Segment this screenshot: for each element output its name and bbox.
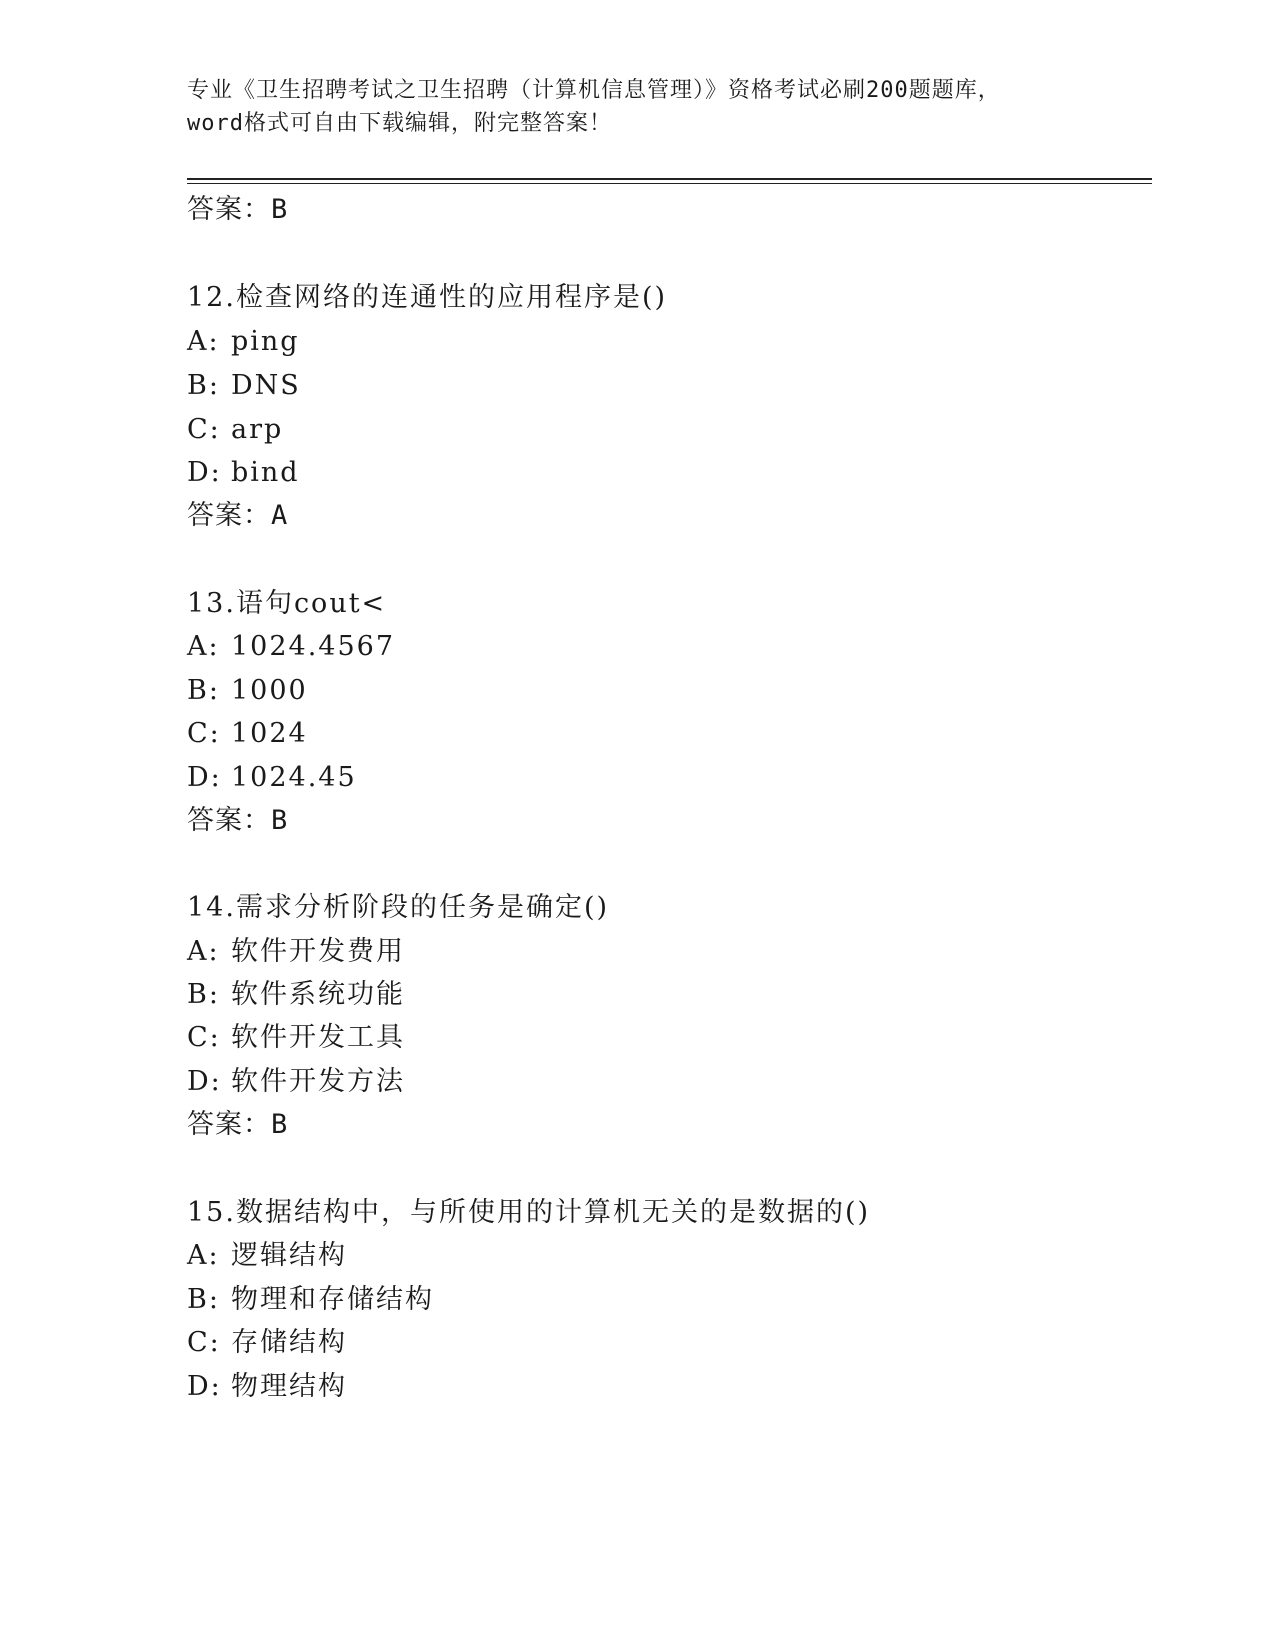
option-label: B: xyxy=(187,1284,220,1315)
document-header xyxy=(187,74,1087,140)
option-b xyxy=(187,674,308,708)
previous-answer: 答案：B xyxy=(187,194,289,225)
option-label: C: xyxy=(187,414,221,445)
option-label: C: xyxy=(187,1327,221,1358)
answer-line: 答案：B xyxy=(187,1109,289,1140)
option-text: 软件开发方法 xyxy=(231,1066,405,1097)
option-text: 1024.4567 xyxy=(231,631,396,662)
header-line-2: word格式可自由下载编辑，附完整答案！ xyxy=(187,111,612,136)
option-label: B: xyxy=(187,370,220,401)
option-label: D: xyxy=(187,1066,222,1097)
option-text: 1024.45 xyxy=(231,762,357,793)
question-stem: 13.语句cout< xyxy=(187,588,387,619)
header-line-1: 专业《卫生招聘考试之卫生招聘（计算机信息管理）》资格考试必刷200题题库， xyxy=(187,78,1001,103)
option-label: B: xyxy=(187,675,220,706)
option-text: DNS xyxy=(231,370,301,401)
option-b xyxy=(187,369,301,403)
option-d xyxy=(187,1065,405,1099)
option-label: C: xyxy=(187,1022,221,1053)
option-label: B: xyxy=(187,979,220,1010)
option-d xyxy=(187,761,357,795)
option-label: D: xyxy=(187,457,222,488)
option-b xyxy=(187,1283,434,1317)
option-text: 软件开发费用 xyxy=(231,936,405,967)
option-text: ping xyxy=(231,326,300,357)
question-stem: 15.数据结构中，与所使用的计算机无关的是数据的() xyxy=(187,1197,871,1228)
option-c xyxy=(187,1021,405,1055)
answer-line: 答案：B xyxy=(187,805,289,836)
option-label: A: xyxy=(187,326,220,357)
option-c xyxy=(187,717,308,751)
option-text: bind xyxy=(231,457,300,488)
option-label: D: xyxy=(187,1371,222,1402)
option-label: A: xyxy=(187,936,220,967)
option-text: 软件开发工具 xyxy=(231,1022,405,1053)
answer-line: 答案：A xyxy=(187,500,289,531)
option-a xyxy=(187,935,405,969)
option-text: 逻辑结构 xyxy=(231,1240,347,1271)
option-label: D: xyxy=(187,762,222,793)
option-text: 1000 xyxy=(231,675,308,706)
header-divider-thick xyxy=(187,178,1152,180)
option-a xyxy=(187,325,300,359)
option-label: A: xyxy=(187,1240,220,1271)
option-d xyxy=(187,456,300,490)
header-divider-thin xyxy=(187,183,1152,184)
option-text: 物理和存储结构 xyxy=(231,1284,434,1315)
option-c xyxy=(187,413,283,447)
option-text: 存储结构 xyxy=(231,1327,347,1358)
option-d xyxy=(187,1370,347,1404)
option-label: A: xyxy=(187,631,220,662)
question-stem: 14.需求分析阶段的任务是确定() xyxy=(187,892,610,923)
option-label: C: xyxy=(187,718,221,749)
question-stem: 12.检查网络的连通性的应用程序是() xyxy=(187,282,668,313)
option-text: 1024 xyxy=(231,718,308,749)
option-a xyxy=(187,630,395,664)
option-text: 软件系统功能 xyxy=(231,979,405,1010)
option-text: 物理结构 xyxy=(231,1371,347,1402)
option-c xyxy=(187,1326,347,1360)
option-a xyxy=(187,1239,347,1273)
option-b xyxy=(187,978,405,1012)
option-text: arp xyxy=(231,414,284,445)
